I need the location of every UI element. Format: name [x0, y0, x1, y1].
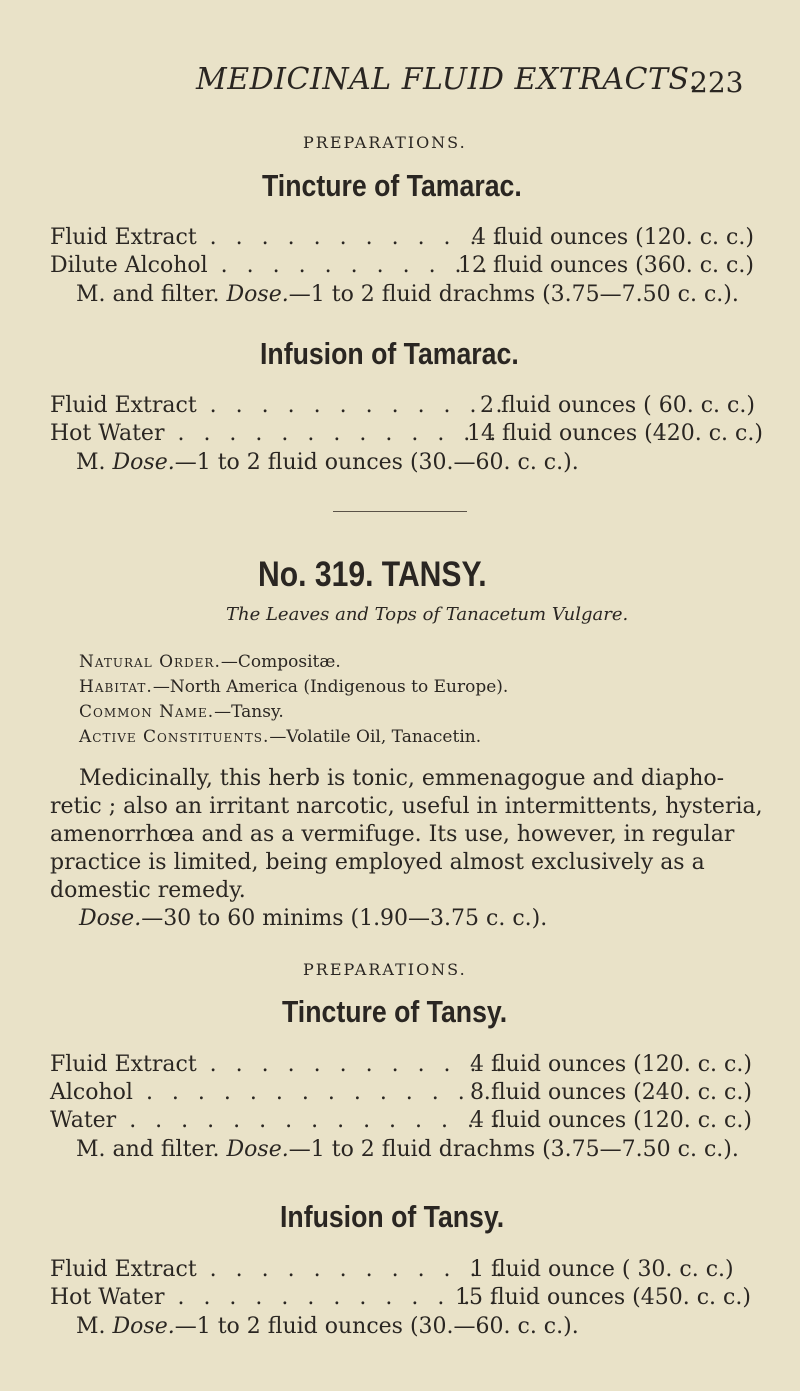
instruction-prefix: M. [76, 450, 106, 475]
ingredient-row: Fluid Extract . . . . . . . . . . . . [50, 393, 509, 418]
instruction-line [76, 450, 579, 475]
meta-value: —Compositæ. [220, 652, 341, 672]
ingredient-name: Dilute Alcohol [50, 253, 208, 278]
ingredient-name: Water [50, 1108, 117, 1133]
meta-value: —Volatile Oil, Tanacetin. [269, 727, 482, 747]
dose-label: Dose. [226, 282, 289, 307]
entry-title: No. 319. TANSY. [258, 555, 487, 594]
dose-text: —1 to 2 fluid drachms (3.75—7.50 c. c.). [288, 1137, 739, 1162]
ingredient-amount: 15 fluid ounces (450. c. c.) [455, 1285, 751, 1310]
ingredient-amount: 8 fluid ounces (240. c. c.) [470, 1080, 752, 1105]
dose-text: —1 to 2 fluid ounces (30.—60. c. c.). [174, 1314, 579, 1339]
ingredient-name: Hot Water [50, 421, 165, 446]
entry-subtitle: The Leaves and Tops of Tanacetum Vulgare. [226, 604, 629, 625]
dose-text: —1 to 2 fluid drachms (3.75—7.50 c. c.). [288, 282, 739, 307]
dose-label: Dose. [112, 450, 175, 475]
dose-text: —30 to 60 minims (1.90—3.75 c. c.). [141, 906, 548, 931]
meta-label: Common Name. [79, 702, 215, 722]
dose-text: —1 to 2 fluid ounces (30.—60. c. c.). [174, 450, 579, 475]
running-head: MEDICINAL FLUID EXTRACTS. [196, 62, 699, 97]
ingredient-name: Fluid Extract [50, 1257, 197, 1282]
ingredient-row: Fluid Extract . . . . . . . . . . . . [50, 1052, 509, 1077]
ingredient-amount: 14 fluid ounces (420. c. c.) [467, 421, 763, 446]
paragraph-line: practice is limited, being employed almost exclusively as a [50, 850, 705, 875]
meta-value: —North America (Indigenous to Europe). [152, 677, 509, 697]
ingredient-row: Dilute Alcohol . . . . . . . . . . . [50, 253, 494, 278]
section-divider [333, 511, 467, 512]
instruction-line [76, 1314, 579, 1339]
ingredient-amount: 4 fluid ounces (120. c. c.) [470, 1052, 752, 1077]
page-number: 223 [690, 66, 744, 99]
preparations-heading: PREPARATIONS. [303, 133, 467, 152]
ingredient-name: Alcohol [50, 1080, 133, 1105]
instruction-prefix: M. and filter. [76, 282, 220, 307]
paragraph-line: amenorrhœa and as a vermifuge. Its use, however, in regular [50, 822, 735, 847]
meta-label: Active Constituents. [79, 727, 270, 747]
meta-label: Natural Order. [79, 652, 221, 672]
ingredient-amount: 1 fluid ounce ( 30. c. c.) [470, 1257, 734, 1282]
meta-line [79, 677, 508, 697]
ingredient-amount: 12 fluid ounces (360. c. c.) [458, 253, 754, 278]
paragraph-line: domestic remedy. [50, 878, 246, 903]
paragraph-line: Medicinally, this herb is tonic, emmenagogue and diapho- [79, 766, 725, 791]
ingredient-amount: 4 fluid ounces (120. c. c.) [472, 225, 754, 250]
ingredient-row: Hot Water . . . . . . . . . . . . . [50, 421, 503, 446]
meta-line [79, 652, 341, 672]
ingredient-name: Fluid Extract [50, 393, 197, 418]
meta-line [79, 727, 481, 747]
dose-label: Dose. [112, 1314, 175, 1339]
instruction-prefix: M. [76, 1314, 106, 1339]
recipe-title: Infusion of Tamarac. [260, 336, 519, 371]
ingredient-amount: 2 fluid ounces ( 60. c. c.) [480, 393, 755, 418]
dose-label: Dose. [226, 1137, 289, 1162]
meta-line [79, 702, 284, 722]
ingredient-row: Fluid Extract . . . . . . . . . . . . [50, 1257, 509, 1282]
dose-line [79, 904, 547, 933]
ingredient-row: Alcohol . . . . . . . . . . . . . . [50, 1080, 497, 1105]
paragraph-line: retic ; also an irritant narcotic, useful in intermittents, hysteria, [50, 794, 763, 819]
instruction-line [76, 282, 739, 307]
ingredient-name: Fluid Extract [50, 1052, 197, 1077]
dose-label: Dose. [79, 906, 142, 931]
ingredient-row: Fluid Extract . . . . . . . . . . . . [50, 225, 509, 250]
ingredient-row: Hot Water . . . . . . . . . . . . . [50, 1285, 503, 1310]
ingredient-amount: 4 fluid ounces (120. c. c.) [470, 1108, 752, 1133]
recipe-title: Infusion of Tansy. [280, 1199, 505, 1234]
ingredient-row: Water . . . . . . . . . . . . . . . [50, 1108, 506, 1133]
instruction-line [76, 1137, 739, 1162]
ingredient-name: Hot Water [50, 1285, 165, 1310]
meta-label: Habitat. [79, 677, 153, 697]
meta-value: —Tansy. [214, 702, 284, 722]
ingredient-name: Fluid Extract [50, 225, 197, 250]
preparations-heading: PREPARATIONS. [303, 960, 467, 979]
instruction-prefix: M. and filter. [76, 1137, 220, 1162]
recipe-title: Tincture of Tansy. [282, 994, 508, 1029]
recipe-title: Tincture of Tamarac. [262, 168, 522, 203]
